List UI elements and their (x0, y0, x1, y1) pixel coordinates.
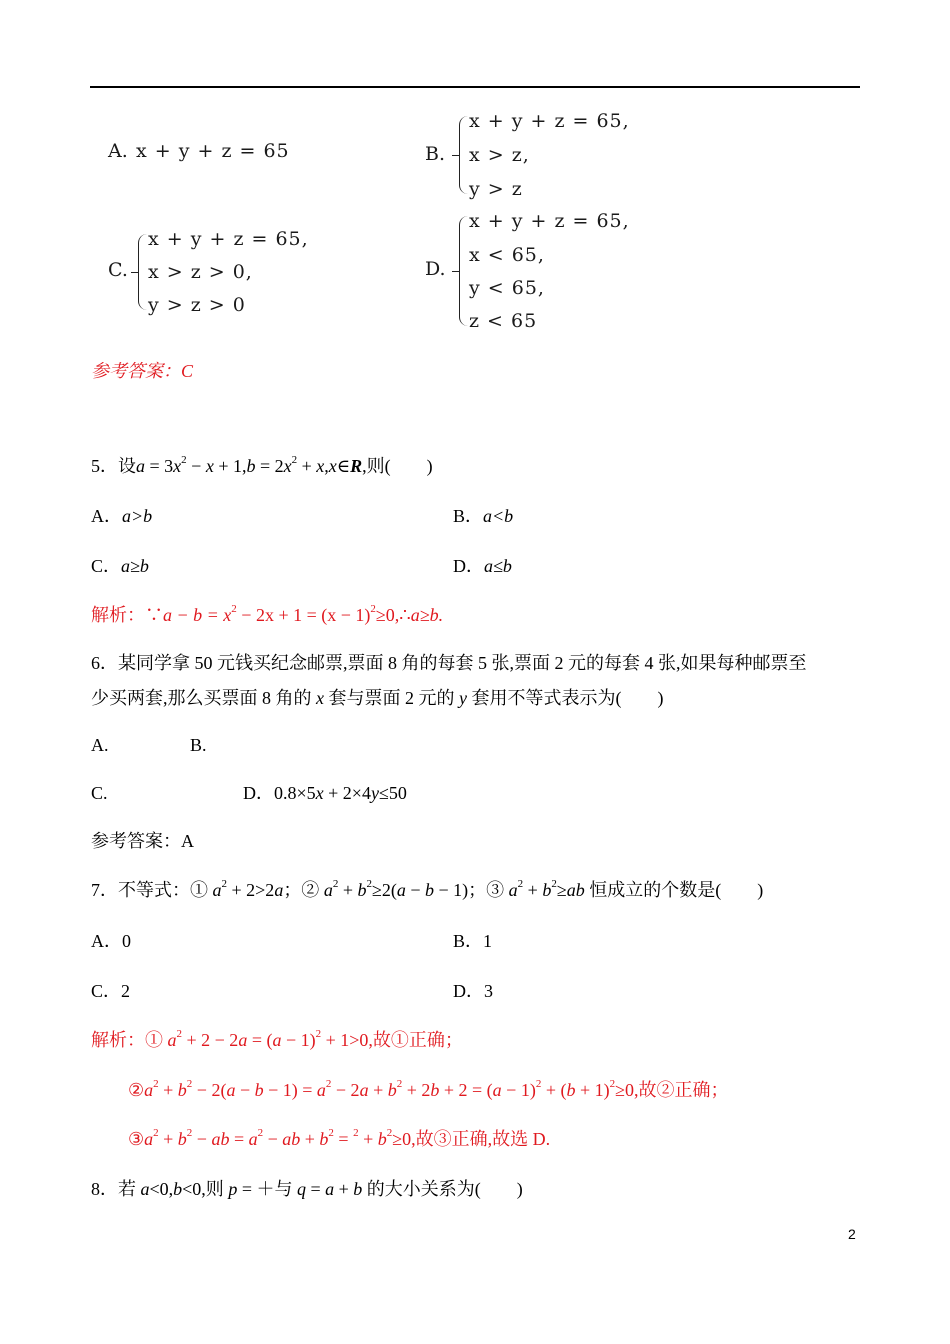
brace-icon (459, 216, 468, 326)
equation-row: y > z (469, 178, 523, 200)
q7-stem: 7．不等式：① $a^2 + 2>2a$；② $a^2 + b^2\ge 2(a - b - 1)$；③ $a^2 + b^2\ge ab$ 恒成立的个数是( ) (91, 878, 764, 900)
equation-row: x + y + z = 65, (469, 210, 630, 232)
q7-option-b: B．1 (453, 931, 493, 951)
equation-row: x + y + z = 65, (469, 110, 630, 132)
equation-row: z < 65 (469, 310, 538, 332)
q7-solution-2: $②a^2 + b^2 - 2(a - b - 1) = a^2 - 2a + b^2 + 2b + 2 = (a - 1)^2 + (b + 1)^2\ge 0$,故②正确； (128, 1078, 729, 1100)
equation-row: x < 65, (469, 244, 545, 266)
brace-icon (459, 116, 468, 194)
q6-stem-line1: 6．某同学拿 50 元钱买纪念邮票,票面 8 角的每套 5 张,票面 2 元的每套 4 张,如果每种邮票至 (91, 653, 807, 673)
q6-stem-line2: 少买两套,那么买票面 8 角的 x 套与票面 2 元的 y 套用不等式表示为( ) (91, 688, 664, 708)
q7-option-c: C．2 (91, 981, 131, 1001)
q5-option-b: B．a<b (453, 506, 514, 526)
q6-option-d: D．0.8×5x + 2×4y≤50 (243, 783, 407, 803)
option-label: D. (425, 258, 446, 280)
header-rule (90, 86, 860, 88)
equation-row: x + y + z = 65 (136, 140, 290, 162)
q8-stem: 8．若 a<0,b<0,则 p = ＋与 q = a + b 的大小关系为( ) (91, 1179, 523, 1199)
q5-solution: 解析：∵a − $b = x^2 - 2x + 1 = (x$ − $1)^2\ge 0,\therefore a\ge b$. (91, 603, 444, 625)
equation-row: y > z > 0 (148, 294, 246, 316)
equation-row: y < 65, (469, 277, 545, 299)
option-label: C. (108, 259, 128, 281)
q6-answer: 参考答案：A (91, 831, 194, 851)
q6-option-b: B. (190, 735, 207, 755)
equation-row: x + y + z = 65, (148, 228, 309, 250)
q5-option-c: C．a≥b (91, 556, 149, 576)
option-label: A. (108, 140, 128, 162)
q5-option-d: D．a≤b (453, 556, 512, 576)
q6-option-c: C. (91, 783, 108, 803)
brace-icon (138, 234, 147, 310)
q7-option-a: A．0 (91, 931, 131, 951)
q7-solution-1: 解析：① $a^2 + 2 - 2a = (a - 1)^2 + 1>0$,故①正确； (91, 1028, 463, 1050)
q5-stem: 5．设$a = 3x^2 - x + 1,b = 2x^2$ + x,x∈R,则( ) (91, 454, 433, 476)
q5-option-a: A．a>b (91, 506, 153, 526)
q6-option-a: A. (91, 735, 109, 755)
option-label: B. (425, 143, 446, 165)
q7-solution-3: $③a^2 + b^2$ − ab = $a^2$ − ab + $b^2 = ^2 + b^2\ge 0$,故③正确,故选 D. (128, 1127, 551, 1149)
page-number: 2 (848, 1226, 856, 1242)
q4-answer: 参考答案：C (91, 361, 194, 381)
q7-option-d: D．3 (453, 981, 493, 1001)
equation-row: x > z, (469, 144, 530, 166)
equation-row: x > z > 0, (148, 261, 253, 283)
